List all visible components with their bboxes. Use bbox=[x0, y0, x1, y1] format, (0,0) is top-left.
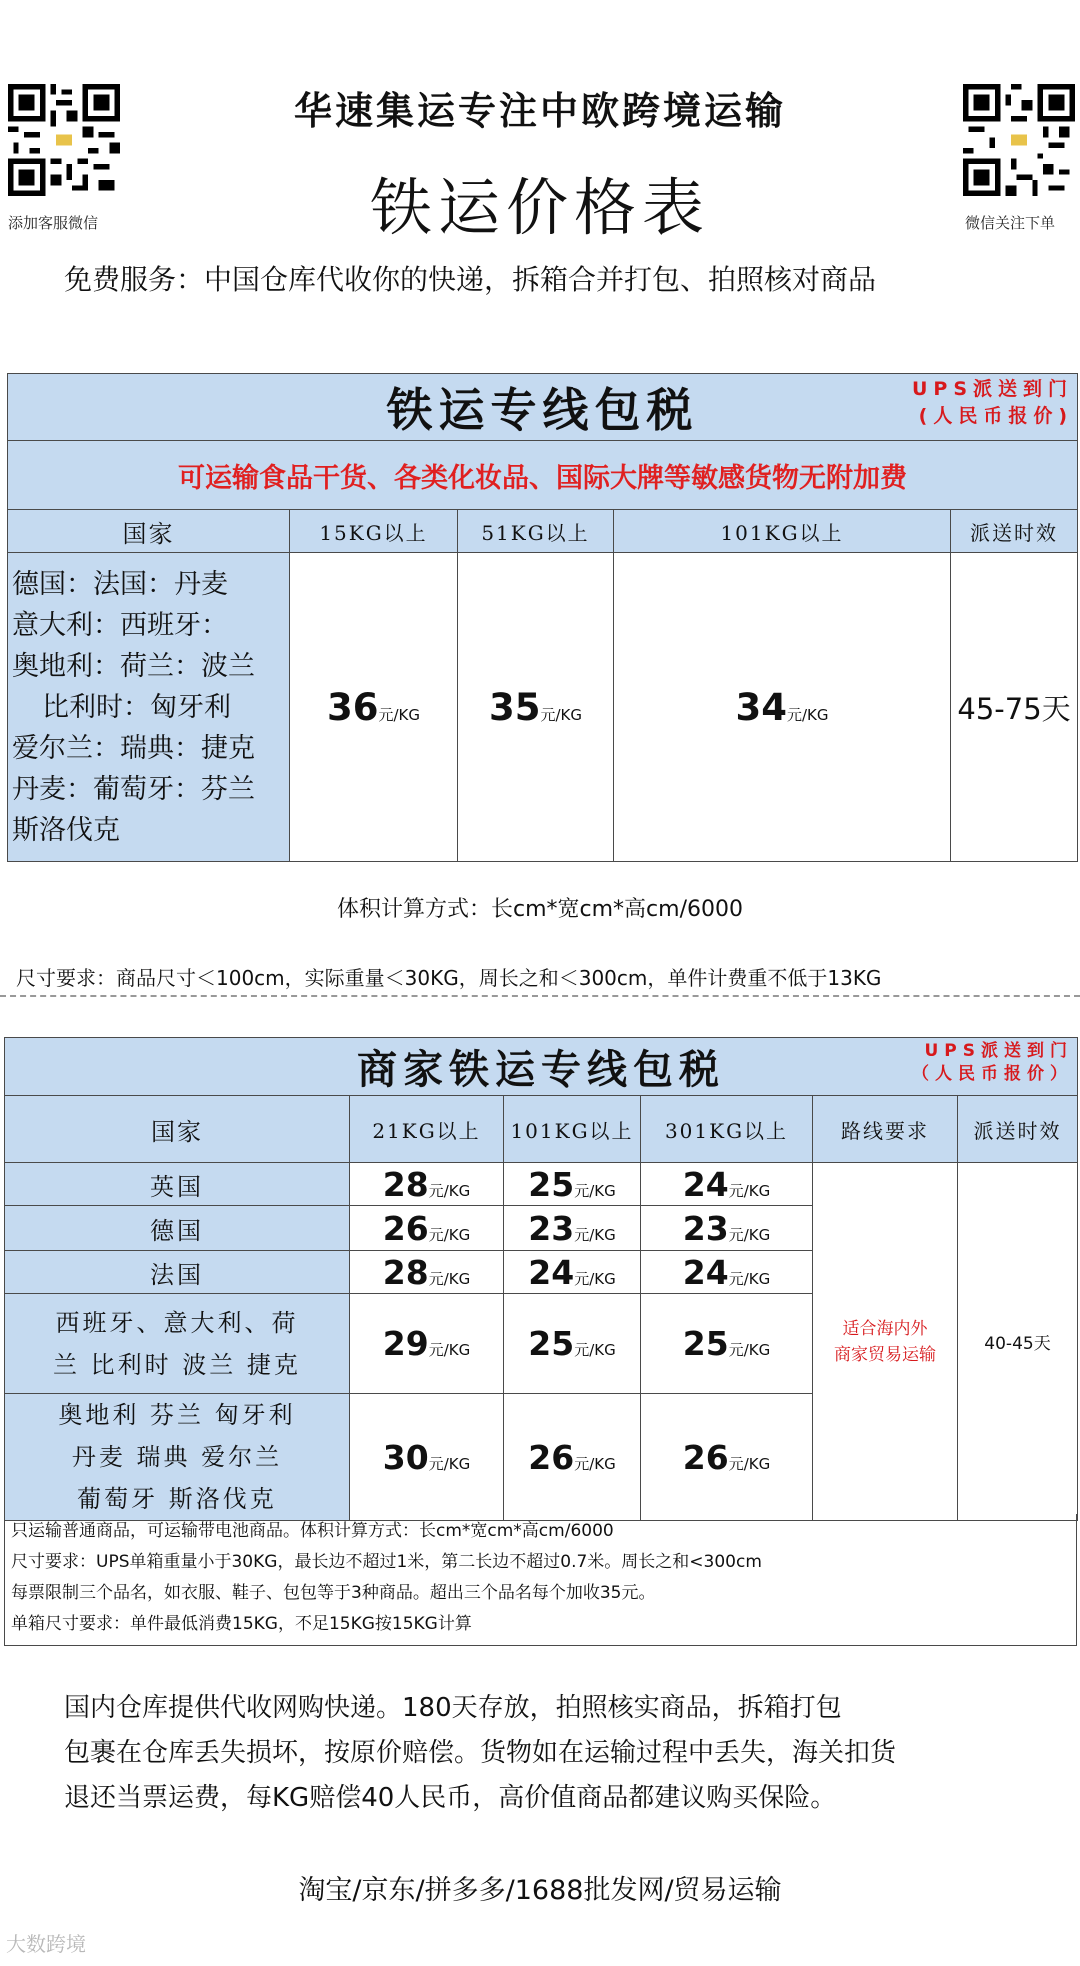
row-country: 德国 bbox=[5, 1206, 350, 1251]
header-301kg: 301KG以上 bbox=[641, 1096, 813, 1163]
price-301kg: 25元/KG bbox=[641, 1294, 813, 1394]
header-delivery-time: 派送时效 bbox=[951, 510, 1078, 553]
size-requirements: 尺寸要求：商品尺寸＜100cm，实际重量＜30KG，周长之和＜300cm，单件计费重不低于13KG bbox=[16, 966, 882, 990]
divider bbox=[0, 995, 1080, 997]
price-21kg: 28元/KG bbox=[350, 1163, 504, 1206]
header-delivery-time: 派送时效 bbox=[958, 1096, 1078, 1163]
price-21kg: 26元/KG bbox=[350, 1206, 504, 1251]
price-101kg: 25元/KG bbox=[504, 1163, 641, 1206]
delivery-time: 45-75天 bbox=[951, 553, 1078, 862]
note-line: 尺寸要求：UPS单箱重量小于30KG，最长边不超过1米，第二长边不超过0.7米。周长之和<300cm bbox=[11, 1552, 762, 1572]
delivery-time: 40-45天 bbox=[958, 1163, 1078, 1521]
qr-code-icon bbox=[963, 84, 1075, 196]
warehouse-terms: 国内仓库提供代收网购快递。180天存放，拍照核实商品，拆箱打包 包裹在仓库丢失损坏，按原价赔偿。货物如在运输过程中丢失，海关扣货 退还当票运费，每KG赔偿40人民币，高价值商品都建议购买保险。 bbox=[64, 1693, 897, 1813]
page-title: 铁运价格表 bbox=[369, 171, 710, 244]
note-line: 每票限制三个品名，如衣服、鞋子、包包等于3种商品。超出三个品名每个加收35元。 bbox=[11, 1583, 656, 1603]
price-21kg: 29元/KG bbox=[350, 1294, 504, 1394]
note-line: 只运输普通商品，可运输带电池商品。体积计算方式：长cm*宽cm*高cm/6000 bbox=[11, 1521, 614, 1541]
watermark: 大数跨境 bbox=[6, 1932, 86, 1956]
price-51kg: 35元/KG bbox=[458, 553, 614, 862]
section2-title: 商家铁运专线包税 bbox=[357, 1047, 725, 1093]
rail-tax-table bbox=[7, 373, 1078, 862]
row-country: 法国 bbox=[5, 1251, 350, 1294]
price-15kg: 36元/KG bbox=[290, 553, 458, 862]
qr-right-caption: 微信关注下单 bbox=[965, 214, 1056, 232]
price-301kg: 24元/KG bbox=[641, 1163, 813, 1206]
price-301kg: 26元/KG bbox=[641, 1394, 813, 1521]
price-101kg: 23元/KG bbox=[504, 1206, 641, 1251]
row-country: 西班牙、意大利、荷 兰 比利时 波兰 捷克 bbox=[5, 1294, 350, 1394]
free-service-note: 免费服务：中国仓库代收你的快递，拆箱合并打包、拍照核对商品 bbox=[64, 263, 877, 296]
brand-slogan: 华速集运专注中欧跨境运输 bbox=[293, 89, 786, 133]
volume-formula: 体积计算方式：长cm*宽cm*高cm/6000 bbox=[337, 897, 743, 922]
note-line: 单箱尺寸要求：单件最低消费15KG，不足15KG按15KG计算 bbox=[11, 1614, 472, 1634]
header-101kg: 101KG以上 bbox=[614, 510, 951, 553]
header-51kg: 51KG以上 bbox=[458, 510, 614, 553]
header-route-requirement: 路线要求 bbox=[813, 1096, 958, 1163]
table-row bbox=[5, 1163, 1078, 1206]
ups-note: UPS派送到门 (人民币报价) bbox=[911, 378, 1074, 427]
price-301kg: 24元/KG bbox=[641, 1251, 813, 1294]
no-surcharge-banner: 可运输食品干货、各类化妆品、国际大牌等敏感货物无附加费 bbox=[8, 441, 1078, 510]
price-101kg: 26元/KG bbox=[504, 1394, 641, 1521]
price-101kg: 24元/KG bbox=[504, 1251, 641, 1294]
route-requirement: 适合海内外 商家贸易运输 bbox=[813, 1163, 958, 1521]
header-15kg: 15KG以上 bbox=[290, 510, 458, 553]
row-country: 英国 bbox=[5, 1163, 350, 1206]
header-21kg: 21KG以上 bbox=[350, 1096, 504, 1163]
merchant-rail-table bbox=[4, 1037, 1078, 1521]
price-21kg: 28元/KG bbox=[350, 1251, 504, 1294]
header-101kg: 101KG以上 bbox=[504, 1096, 641, 1163]
country-list: 德国：法国：丹麦 意大利：西班牙： 奥地利：荷兰：波兰 比利时：匈牙利 爱尔兰：瑞典：捷克 丹麦：葡萄牙：芬兰 斯洛伐克 bbox=[8, 553, 290, 862]
price-301kg: 23元/KG bbox=[641, 1206, 813, 1251]
price-101kg: 34元/KG bbox=[614, 553, 951, 862]
header-country: 国家 bbox=[8, 510, 290, 553]
ups-note: UPS派送到门 （人民币报价） bbox=[912, 1041, 1073, 1084]
price-21kg: 30元/KG bbox=[350, 1394, 504, 1521]
qr-left-caption: 添加客服微信 bbox=[8, 214, 99, 232]
header-country: 国家 bbox=[5, 1096, 350, 1163]
section2-title-cell bbox=[5, 1038, 1078, 1096]
section1-title-cell bbox=[8, 374, 1078, 441]
price-101kg: 25元/KG bbox=[504, 1294, 641, 1394]
section1-title: 铁运专线包税 bbox=[386, 383, 699, 437]
qr-code-order bbox=[963, 84, 1075, 196]
section2-notes bbox=[4, 1514, 1077, 1646]
platform-list: 淘宝/京东/拼多多/1688批发网/贸易运输 bbox=[298, 1875, 782, 1906]
row-country: 奥地利 芬兰 匈牙利 丹麦 瑞典 爱尔兰 葡萄牙 斯洛伐克 bbox=[5, 1394, 350, 1521]
